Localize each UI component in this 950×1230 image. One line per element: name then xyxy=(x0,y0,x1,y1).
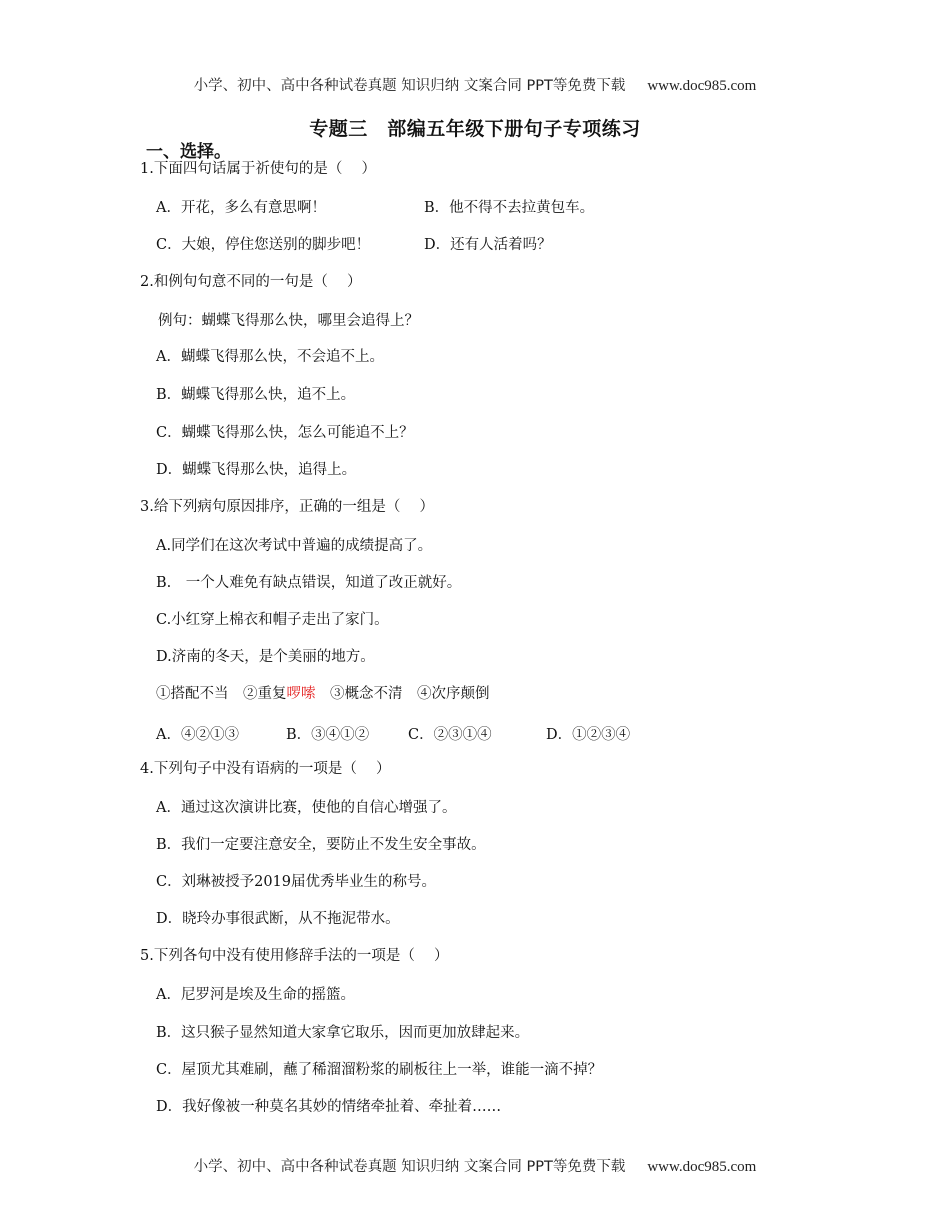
question-5-option-c: C．屋顶尤其难刷，蘸了稀溜溜粉浆的刷板往上一举，谁能一滴不掉？ xyxy=(156,1062,603,1078)
page-header xyxy=(0,74,950,95)
question-2-stem: 2.和例句句意不同的一句是（ ） xyxy=(140,274,362,290)
question-3-reasons xyxy=(156,685,490,703)
question-4-option-c: C．刘琳被授予2019届优秀毕业生的称号。 xyxy=(156,874,436,890)
question-3-stem: 3.给下列病句原因排序，正确的一组是（ ） xyxy=(140,499,434,515)
question-1-option-b: B．他不得不去拉黄包车。 xyxy=(424,200,595,216)
question-5-option-a: A．尼罗河是埃及生命的摇篮。 xyxy=(156,987,355,1003)
question-2-option-b: B．蝴蝶飞得那么快，追不上。 xyxy=(156,387,356,403)
document-title: 专题三 部编五年级下册句子专项练习 xyxy=(309,118,641,140)
section-heading: 一、选择。 xyxy=(146,142,231,162)
question-5-option-d: D．我好像被一种莫名其妙的情绪牵扯着、牵扯着…… xyxy=(156,1099,502,1115)
footer-url[interactable]: www.doc985.com xyxy=(647,1159,757,1175)
question-3-answer-a: A．④②①③ xyxy=(156,727,239,743)
reasons-highlight: 啰嗦 xyxy=(286,686,316,702)
reasons-text-rest: ③概念不清 ④次序颠倒 xyxy=(315,686,490,702)
question-3-answer-c: C．②③①④ xyxy=(408,727,492,743)
header-url[interactable]: www.doc985.com xyxy=(647,78,757,94)
question-4-stem: 4.下列句子中没有语病的一项是（ ） xyxy=(140,761,391,777)
question-4-option-d: D．晓玲办事很武断，从不拖泥带水。 xyxy=(156,911,400,927)
question-3-answer-d: D．①②③④ xyxy=(546,727,631,743)
header-text: 小学、初中、高中各种试卷真题 知识归纳 文案合同 PPT等免费下载 xyxy=(193,78,626,94)
question-2-example: 例句：蝴蝶飞得那么快，哪里会追得上？ xyxy=(158,313,419,329)
question-2-option-c: C．蝴蝶飞得那么快，怎么可能追不上？ xyxy=(156,425,414,441)
page-footer xyxy=(0,1155,950,1176)
question-5-stem: 5.下列各句中没有使用修辞手法的一项是（ ） xyxy=(140,948,449,964)
question-1-option-a: A．开花，多么有意思啊！ xyxy=(156,200,326,216)
question-4-option-b: B．我们一定要注意安全，要防止不发生安全事故。 xyxy=(156,837,486,853)
question-3-sentence-b: B. 一个人难免有缺点错误，知道了改正就好。 xyxy=(156,575,462,591)
question-3-sentence-c: C.小红穿上棉衣和帽子走出了家门。 xyxy=(156,612,389,628)
question-5-option-b: B．这只猴子显然知道大家拿它取乐，因而更加放肆起来。 xyxy=(156,1025,530,1041)
question-3-answer-b: B．③④①② xyxy=(286,727,370,743)
question-3-sentence-a: A.同学们在这次考试中普遍的成绩提高了。 xyxy=(156,538,433,554)
question-1-option-c: C．大娘，停住您送别的脚步吧！ xyxy=(156,237,371,253)
question-3-sentence-d: D.济南的冬天，是个美丽的地方。 xyxy=(156,649,375,665)
footer-text: 小学、初中、高中各种试卷真题 知识归纳 文案合同 PPT等免费下载 xyxy=(193,1159,626,1175)
reasons-text: ①搭配不当 ②重复 xyxy=(156,686,287,702)
question-2-option-a: A．蝴蝶飞得那么快，不会追不上。 xyxy=(156,349,384,365)
question-2-option-d: D．蝴蝶飞得那么快，追得上。 xyxy=(156,462,357,478)
question-1-stem: 1.下面四句话属于祈使句的是（ ） xyxy=(140,161,376,177)
question-1-option-d: D．还有人活着吗？ xyxy=(424,237,552,253)
question-4-option-a: A．通过这次演讲比赛，使他的自信心增强了。 xyxy=(156,800,457,816)
